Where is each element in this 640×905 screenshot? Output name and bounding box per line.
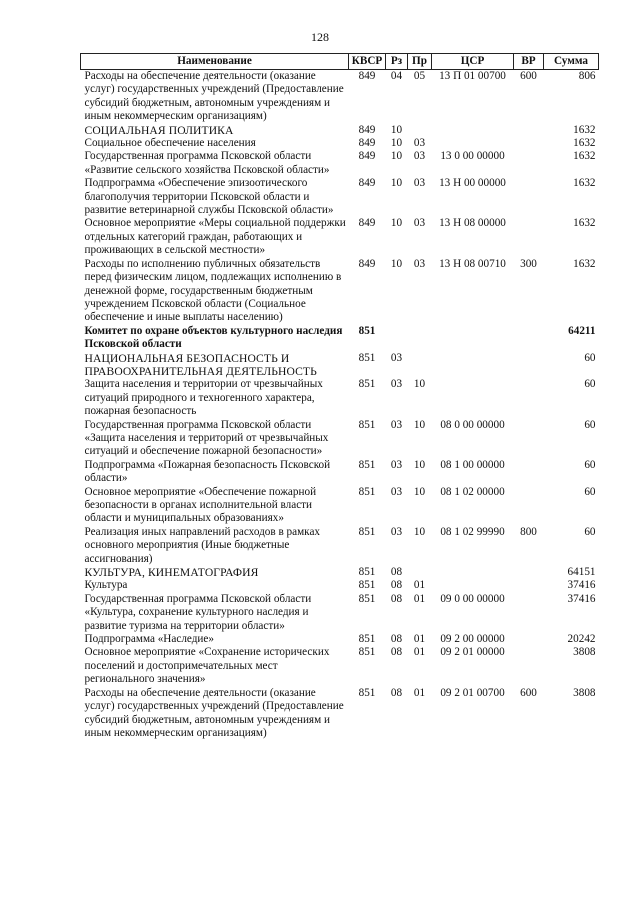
cell-vr [514,137,544,150]
table-header-row [81,54,599,70]
cell-kvsr: 849 [358,70,376,82]
cell-vr [514,325,544,352]
cell-pr [408,352,432,379]
cell-vr [514,378,544,418]
cell-kvsr: 851 [358,351,376,364]
cell-kvsr: 851 [358,646,376,659]
column-header-csr: ЦСР [432,54,514,70]
cell-vr [514,633,544,646]
cell-rz: 10 [390,217,403,230]
cell-sum: 60 [584,418,596,431]
cell-pr: 03 [413,217,426,230]
cell-csr [432,378,514,418]
column-header-pr: Пр [408,54,432,70]
cell-pr [408,124,432,137]
cell-sum: 3808 [573,686,596,699]
cell-pr [408,325,432,352]
cell-kvsr: 851 [358,418,376,431]
cell-rz: 04 [390,70,403,82]
cell-kvsr: 851 [358,633,376,646]
cell-rz: 08 [390,579,403,592]
cell-name: Подпрограмма «Обеспечение эпизоотического благополучия территории Псковской области и развитие ветеринарной службы Псковской области» [84,177,334,217]
cell-vr [514,579,544,592]
cell-rz: 03 [390,378,403,391]
cell-sum: 806 [578,70,596,82]
cell-sum: 64151 [567,566,596,579]
table-row [81,579,599,592]
cell-pr [408,566,432,579]
cell-vr [514,352,544,379]
cell-vr [514,566,544,579]
table-row [81,150,599,177]
cell-csr [432,352,514,379]
cell-csr [432,137,514,150]
cell-vr: 600 [520,70,537,82]
column-header-kvsr: КВСР [349,54,386,70]
cell-kvsr: 851 [358,458,376,471]
cell-rz: 03 [390,485,403,498]
cell-sum: 1632 [573,217,596,230]
cell-name: Подпрограмма «Наследие» [84,633,214,646]
table-row [81,124,599,137]
cell-csr: 13 П 01 00700 [439,70,506,82]
cell-rz: 10 [390,150,403,163]
table-row [81,217,599,257]
cell-vr: 800 [520,525,537,538]
cell-rz: 10 [390,137,403,150]
cell-sum: 37416 [567,592,596,605]
cell-csr: 13 Н 00 00000 [439,177,506,190]
cell-pr: 01 [413,646,426,659]
cell-kvsr: 851 [358,324,376,337]
table-row [81,566,599,579]
cell-name: Защита населения и территории от чрезвычайных ситуаций природного и техногенного характера, пожарная безопасность [84,378,323,418]
cell-name: Государственная программа Псковской области «Защита населения и территорий от чрезвычайных ситуаций и обеспечение пожарной безопасности» [84,418,329,458]
cell-kvsr: 849 [358,137,376,150]
cell-csr: 08 1 02 00000 [440,485,505,498]
cell-pr: 01 [413,686,426,699]
cell-sum: 60 [584,485,596,498]
page-number: 128 [311,30,329,44]
table-row [81,486,599,526]
table-row [81,646,599,686]
cell-kvsr: 851 [358,485,376,498]
cell-sum: 20242 [567,633,596,646]
cell-kvsr: 849 [358,257,376,270]
cell-name: Государственная программа Псковской области «Культура, сохранение культурного наследия и развитие туризма на территории области» [84,592,312,632]
table-row [81,526,599,566]
cell-sum: 1632 [573,257,596,270]
cell-name: Комитет по охране объектов культурного наследия Псковской области [84,324,343,351]
cell-vr [514,177,544,217]
cell-vr [514,419,544,459]
cell-vr [514,486,544,526]
cell-vr [514,124,544,137]
cell-rz: 03 [390,351,403,364]
cell-sum: 60 [584,458,596,471]
column-header-vr: ВР [514,54,544,70]
table-row [81,459,599,486]
cell-vr: 300 [520,257,537,270]
cell-pr: 01 [413,579,426,592]
cell-name: Подпрограмма «Пожарная безопасность Псковской области» [84,458,331,485]
cell-name: Культура [84,579,128,592]
cell-rz [386,325,408,352]
cell-vr [514,646,544,686]
budget-table [80,53,599,740]
table-row [81,258,599,325]
cell-vr [514,593,544,633]
cell-vr: 600 [520,686,537,699]
table-row [81,177,599,217]
cell-pr: 03 [413,137,426,150]
cell-name: Основное мероприятие «Обеспечение пожарной безопасности в органах исполнительной власти области и муниципальных образованиях» [84,485,317,525]
cell-rz: 08 [390,566,403,579]
cell-pr: 03 [413,150,426,163]
cell-vr [514,459,544,486]
cell-csr: 09 2 01 00700 [440,686,505,699]
cell-rz: 03 [390,458,403,471]
table-row [81,633,599,646]
cell-csr: 13 Н 08 00710 [439,257,506,270]
cell-kvsr: 851 [358,525,376,538]
cell-kvsr: 851 [358,378,376,391]
cell-pr: 10 [413,458,426,471]
cell-rz: 10 [390,177,403,190]
cell-name: Расходы на обеспечение деятельности (оказание услуг) государственных учреждений (Предоставление субсидий бюджетным, автономным учреждениям и иным некоммерческим организациям) [84,70,344,123]
cell-name: НАЦИОНАЛЬНАЯ БЕЗОПАСНОСТЬ И ПРАВООХРАНИТЕЛЬНАЯ ДЕЯТЕЛЬНОСТЬ [84,351,317,378]
table-row [81,378,599,418]
cell-kvsr: 849 [358,150,376,163]
cell-sum: 1632 [573,137,596,150]
table-row [81,137,599,150]
table-row [81,325,599,352]
cell-sum: 64211 [568,324,596,337]
cell-sum: 1632 [573,150,596,163]
cell-name: Основное мероприятие «Меры социальной поддержки отдельных категорий граждан, работающих и проживающих в сельской местности» [84,217,346,257]
cell-csr: 08 0 00 00000 [440,418,505,431]
table-body [81,70,599,741]
cell-rz: 08 [390,686,403,699]
cell-name: Основное мероприятие «Сохранение исторических поселений и достопримечательных мест регионального значения» [84,646,330,686]
cell-sum: 37416 [567,579,596,592]
table-row [81,419,599,459]
table-row [81,70,599,124]
cell-sum: 60 [584,378,596,391]
cell-kvsr: 851 [358,686,376,699]
cell-rz: 10 [390,123,403,136]
cell-name: Расходы по исполнению публичных обязательств перед физическим лицом, подлежащих исполнению в денежной форме, государственным бюджетным учреждением Псковской области (Социальное обеспечение и иные выплаты населению) [84,257,342,324]
cell-csr [432,124,514,137]
cell-csr: 13 0 00 00000 [440,150,505,163]
cell-name: КУЛЬТУРА, КИНЕМАТОГРАФИЯ [84,566,259,580]
column-header-sum: Сумма [544,54,599,70]
cell-pr: 03 [413,177,426,190]
cell-name: СОЦИАЛЬНАЯ ПОЛИТИКА [84,123,234,137]
cell-csr [432,579,514,592]
cell-kvsr: 851 [358,592,376,605]
cell-kvsr: 851 [358,579,376,592]
cell-pr: 05 [413,70,426,82]
cell-kvsr: 849 [358,123,376,136]
cell-sum: 1632 [573,123,596,136]
cell-pr: 10 [413,418,426,431]
cell-rz: 03 [390,525,403,538]
cell-name: Расходы на обеспечение деятельности (оказание услуг) государственных учреждений (Предоставление субсидий бюджетным, автономным учреждениям и иным некоммерческим организациям) [84,686,344,739]
cell-vr [514,150,544,177]
cell-pr: 10 [413,378,426,391]
cell-pr: 03 [413,257,426,270]
cell-kvsr: 849 [358,177,376,190]
cell-csr: 09 0 00 00000 [440,592,505,605]
cell-rz: 08 [390,646,403,659]
cell-pr: 01 [413,592,426,605]
table-row [81,593,599,633]
cell-vr [514,217,544,257]
cell-pr: 10 [413,525,426,538]
column-header-rz: Рз [386,54,408,70]
cell-rz: 08 [390,592,403,605]
cell-rz: 03 [390,418,403,431]
cell-csr: 09 2 00 00000 [440,633,505,646]
cell-csr: 08 1 00 00000 [440,458,505,471]
table-row [81,687,599,741]
cell-csr [432,566,514,579]
cell-pr: 01 [413,633,426,646]
column-header-name: Наименование [81,54,349,70]
cell-sum: 60 [584,525,596,538]
cell-rz: 08 [390,633,403,646]
cell-name: Реализация иных направлений расходов в рамках основного мероприятия (Иные бюджетные ассигнования) [84,525,321,565]
cell-csr: 09 2 01 00000 [440,646,505,659]
cell-sum: 3808 [573,646,596,659]
cell-sum: 60 [584,351,596,364]
table-row [81,352,599,379]
cell-kvsr: 849 [358,217,376,230]
cell-kvsr: 851 [358,566,376,579]
cell-csr: 08 1 02 99990 [440,525,505,538]
cell-csr: 13 Н 08 00000 [439,217,506,230]
cell-rz: 10 [390,257,403,270]
cell-sum: 1632 [573,177,596,190]
cell-name: Социальное обеспечение населения [84,137,256,150]
cell-pr: 10 [413,485,426,498]
cell-name: Государственная программа Псковской области «Развитие сельского хозяйства Псковской области» [84,150,330,176]
cell-csr [432,325,514,352]
